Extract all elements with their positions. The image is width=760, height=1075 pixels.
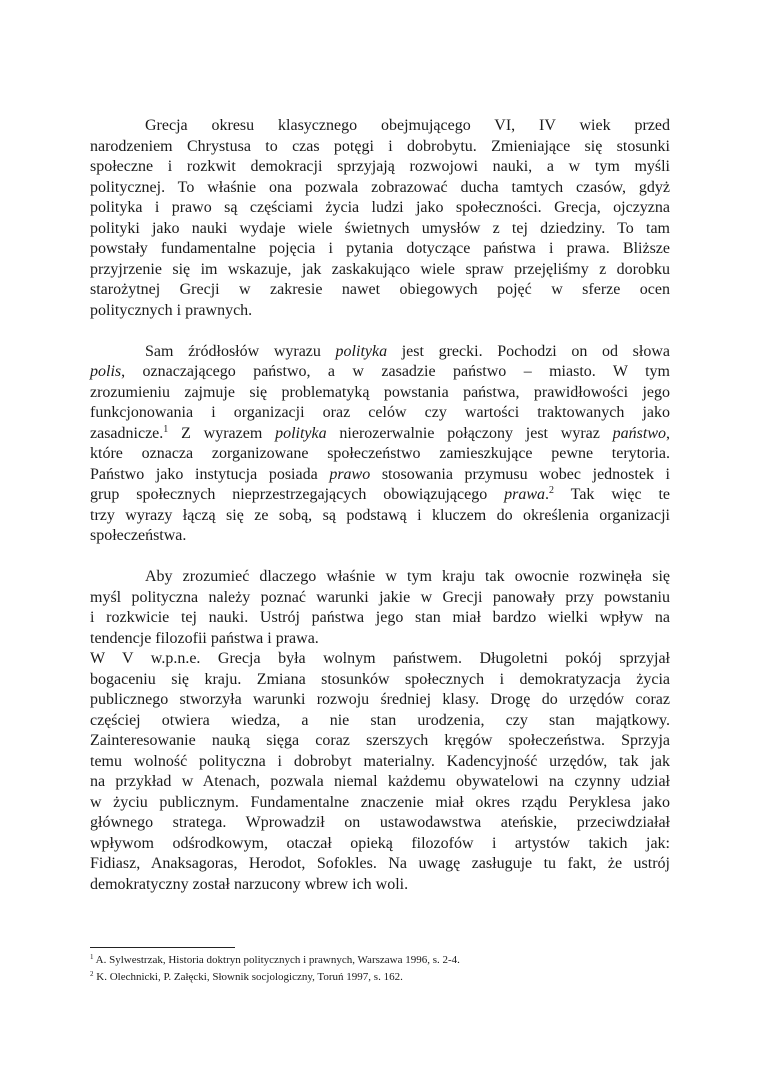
text-line: publicznego stworzyła warunki rozwoju średniej klasy. Drogę do urzędów coraz (90, 691, 670, 708)
text-line: temu wolność polityczna i dobrobyt materialny. Kadencyjność urzędów, tak jak (90, 752, 670, 770)
text-line: powstały fundamentalne pojęcia i pytania dotyczące państwa i prawa. Bliższe (90, 240, 670, 257)
text-span: Z wyrazem (168, 424, 276, 442)
text-line: funkcjonowania i organizacji oraz celów czy wartości traktowanych jako (90, 404, 670, 421)
text-line: polityki jako nauki wydaje wiele świetnych umysłów z tej dziedziny. To tam (90, 219, 670, 237)
text-line: politycznych i prawnych. (90, 301, 253, 319)
footnote-ref: 2 (549, 485, 555, 496)
text-span: stosowania przymusu wobec jednostek i (370, 465, 671, 483)
text-span: Państwo jako instytucja posiada (90, 465, 330, 483)
text-line: na przykład w Atenach, pozwala niemal każdemu obywatelowi na czynny udział (90, 773, 670, 790)
footnote-separator (90, 947, 235, 948)
footnote-text: K. Olechnicki, P. Załęcki, Słownik socjologiczny, Toruń 1997, s. 162. (93, 971, 403, 983)
text-span: jest grecki. Pochodzi on od słowa (387, 342, 670, 360)
text-line: społeczeństwa. (90, 527, 187, 544)
text-line: Zainteresowanie nauką sięga coraz szerszych kręgów społeczeństwa. Sprzyja (90, 732, 670, 749)
text-line: myśl polityczna należy poznać warunki jakie w Grecji panowały przy powstaniu (90, 588, 670, 606)
footnotes (90, 952, 460, 986)
text-line (90, 465, 670, 486)
text-line: W V w.p.n.e. Grecja była wolnym państwem. Długoletni pokój sprzyjał (90, 650, 670, 667)
text-line: Grecja okresu klasycznego obejmującego VI, IV wiek przed (145, 117, 670, 134)
italic-term: polityka (275, 424, 327, 442)
italic-term: prawo (329, 465, 371, 483)
paragraph (90, 567, 670, 649)
text-line: społeczne i rozkwit demokracji sprzyjają rozwojowi nauki, a w tym myśli (90, 158, 670, 175)
text-span: . (545, 486, 550, 503)
footnote-1 (90, 952, 460, 969)
footnote-number: 2 (90, 970, 94, 978)
footnote-number: 1 (90, 953, 94, 961)
text-line: w życiu publicznym. Fundamentalne znaczenie miał okres rządu Peryklesa jako (90, 793, 670, 811)
text-line: bogaceniu się kraju. Zmiana stosunków społecznych i demokratyzacja życia (90, 670, 670, 688)
text-line: i rozkwicie tej nauki. Ustrój państwa jego stan miał bardzo wielki wpływ na (90, 609, 670, 626)
text-span: , oznaczającego państwo, a w zasadzie państwo – miasto. W tym (121, 363, 670, 380)
paragraph (90, 649, 670, 895)
footnote-text: A. Sylwestrzak, Historia doktryn politycznych i prawnych, Warszawa 1996, s. 2-4. (93, 954, 460, 966)
text-span: Tak więc te (554, 486, 670, 503)
text-span: nierozerwalnie połączony jest wyraz (326, 424, 613, 442)
footnote-2 (90, 969, 460, 986)
text-line: przyjrzenie się im wskazuje, jak zaskakująco wiele spraw przejęliśmy z dorobku (90, 260, 670, 278)
text-line: Aby zrozumieć dlaczego właśnie w tym kraju tak owocnie rozwinęła się (145, 568, 670, 585)
italic-term: polis (90, 363, 122, 380)
text-line (90, 424, 670, 445)
text-line: politycznej. To właśnie ona pozwala zobrazować ducha tamtych czasów, gdyż (90, 178, 670, 196)
text-line: które oznacza zorganizowane społeczeństwo zamieszkujące pewne terytoria. (90, 445, 670, 462)
text-line: polityka i prawo są częściami życia ludzi jako społeczności. Grecja, ojczyzna (90, 199, 670, 216)
text-line: wpływom odśrodkowym, otaczał opieką filozofów i artystów takich jak: (90, 834, 670, 852)
text-line: trzy wyrazy łączą się ze sobą, są podstawą i kluczem do określenia organizacji (90, 506, 670, 524)
text-line: narodzeniem Chrystusa to czas potęgi i dobrobytu. Zmieniające się stosunki (90, 137, 670, 155)
text-line: Fidiasz, Anaksagoras, Herodot, Sofokles. Na uwagę zasługuje tu fakt, że ustrój (90, 855, 670, 872)
paragraph (90, 116, 670, 321)
italic-term: prawa (504, 486, 546, 503)
footnote-ref: 1 (163, 423, 169, 435)
text-span: grup społecznych nieprzestrzegających obowiązującego (90, 486, 505, 503)
text-line: starożytnej Grecji w zakresie nawet obiegowych pojęć w sferze ocen (90, 281, 670, 298)
text-line (90, 362, 670, 383)
text-span: , (666, 424, 671, 442)
text-line: częściej otwiera wiedza, a nie stan urodzenia, czy stan majątkowy. (90, 711, 670, 729)
text-span: Sam źródłosłów wyrazu (145, 342, 336, 360)
text-line: zrozumieniu zajmuje się problematyką powstania państwa, prawidłowości jego (90, 383, 670, 401)
document-body (90, 116, 670, 916)
text-line: tendencje filozofii państwa i prawa. (90, 629, 319, 647)
italic-term: państwo (612, 424, 667, 442)
paragraph (90, 342, 670, 547)
text-span: zasadnicze. (90, 424, 164, 442)
text-line: demokratyczny został narzucony wbrew ich woli. (90, 875, 409, 893)
text-line (90, 485, 670, 506)
text-line (90, 342, 670, 363)
italic-term: polityka (335, 342, 388, 360)
text-line: głównego stratega. Wprowadził on ustawodawstwa ateńskie, przeciwdziałał (90, 814, 670, 831)
